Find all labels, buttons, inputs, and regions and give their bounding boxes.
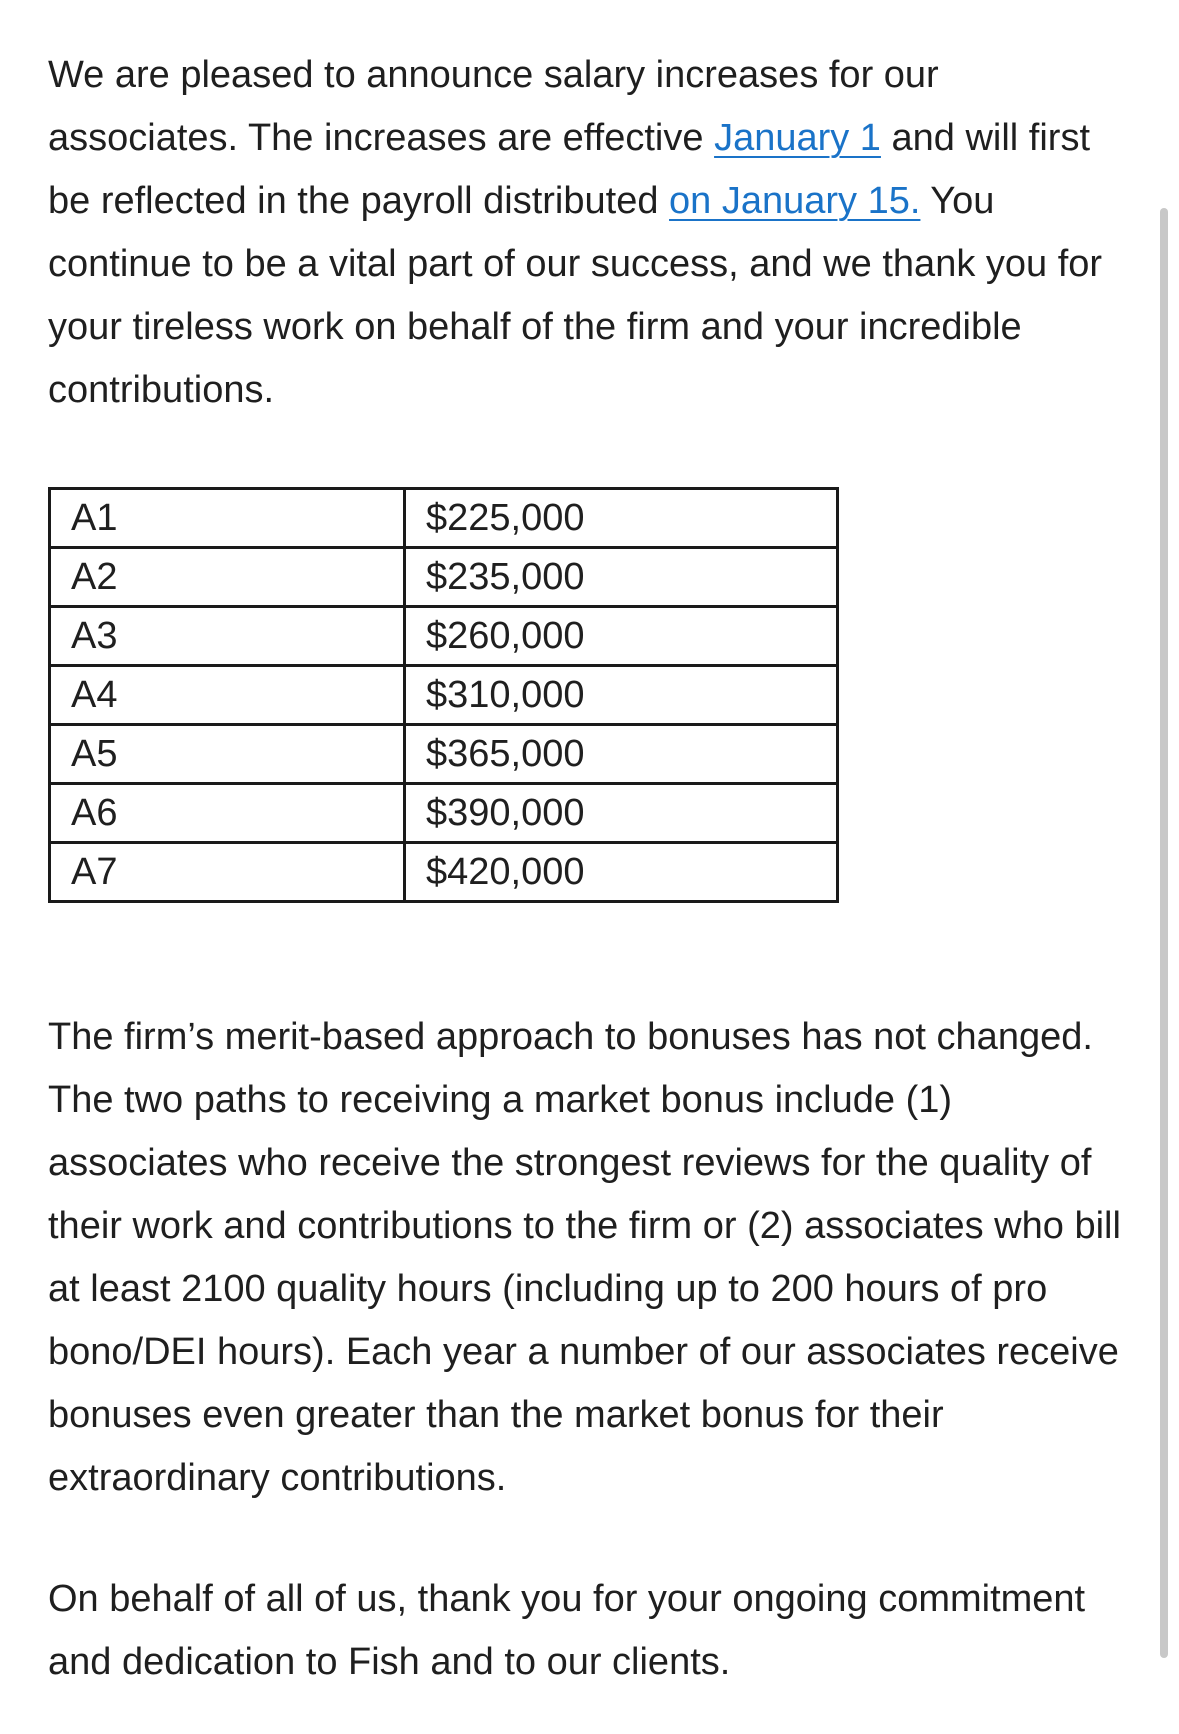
salary-cell: $365,000 (405, 725, 838, 784)
bonus-paragraph: The firm’s merit-based approach to bonuses has not changed. The two paths to receiving a market bonus include (1) associates who receive the strongest reviews for the quality of their work and contributions to the firm or (2) associates who bill at least 2100 quality hours (including up to 200 hours of pro bono/DEI hours). Each year a number of our associates receive bonuses even greater than the market bonus for their extraordinary contributions. (48, 1016, 1121, 1499)
salary-cell: $390,000 (405, 784, 838, 843)
level-cell: A1 (50, 489, 405, 548)
level-cell: A5 (50, 725, 405, 784)
table-row (50, 784, 838, 843)
table-row (50, 666, 838, 725)
vertical-scrollbar[interactable] (1160, 208, 1168, 1658)
level-cell: A6 (50, 784, 405, 843)
email-body (48, 44, 1138, 422)
salary-cell: $260,000 (405, 607, 838, 666)
link-january-1[interactable]: January 1 (714, 117, 881, 159)
intro-paragraph (48, 44, 1128, 422)
table-row (50, 489, 838, 548)
salary-cell: $225,000 (405, 489, 838, 548)
link-on-january-15[interactable]: on January 15. (669, 180, 921, 222)
table-row (50, 725, 838, 784)
intro-text-2: and will first be reflected in the payroll distributed (48, 117, 1091, 222)
closing-paragraph: On behalf of all of us, thank you for your ongoing commitment and dedication to Fish and to our clients. (48, 1578, 1086, 1683)
salary-cell: $310,000 (405, 666, 838, 725)
salary-table (48, 487, 839, 903)
table-row (50, 607, 838, 666)
level-cell: A3 (50, 607, 405, 666)
level-cell: A2 (50, 548, 405, 607)
salary-cell: $420,000 (405, 843, 838, 902)
level-cell: A7 (50, 843, 405, 902)
salary-cell: $235,000 (405, 548, 838, 607)
intro-text-1: We are pleased to announce salary increases for our associates. The increases are effective (48, 54, 939, 159)
table-row (50, 548, 838, 607)
table-row (50, 843, 838, 902)
intro-text-3: You continue to be a vital part of our success, and we thank you for your tireless work on behalf of the firm and your incredible contributions. (48, 180, 1103, 411)
level-cell: A4 (50, 666, 405, 725)
